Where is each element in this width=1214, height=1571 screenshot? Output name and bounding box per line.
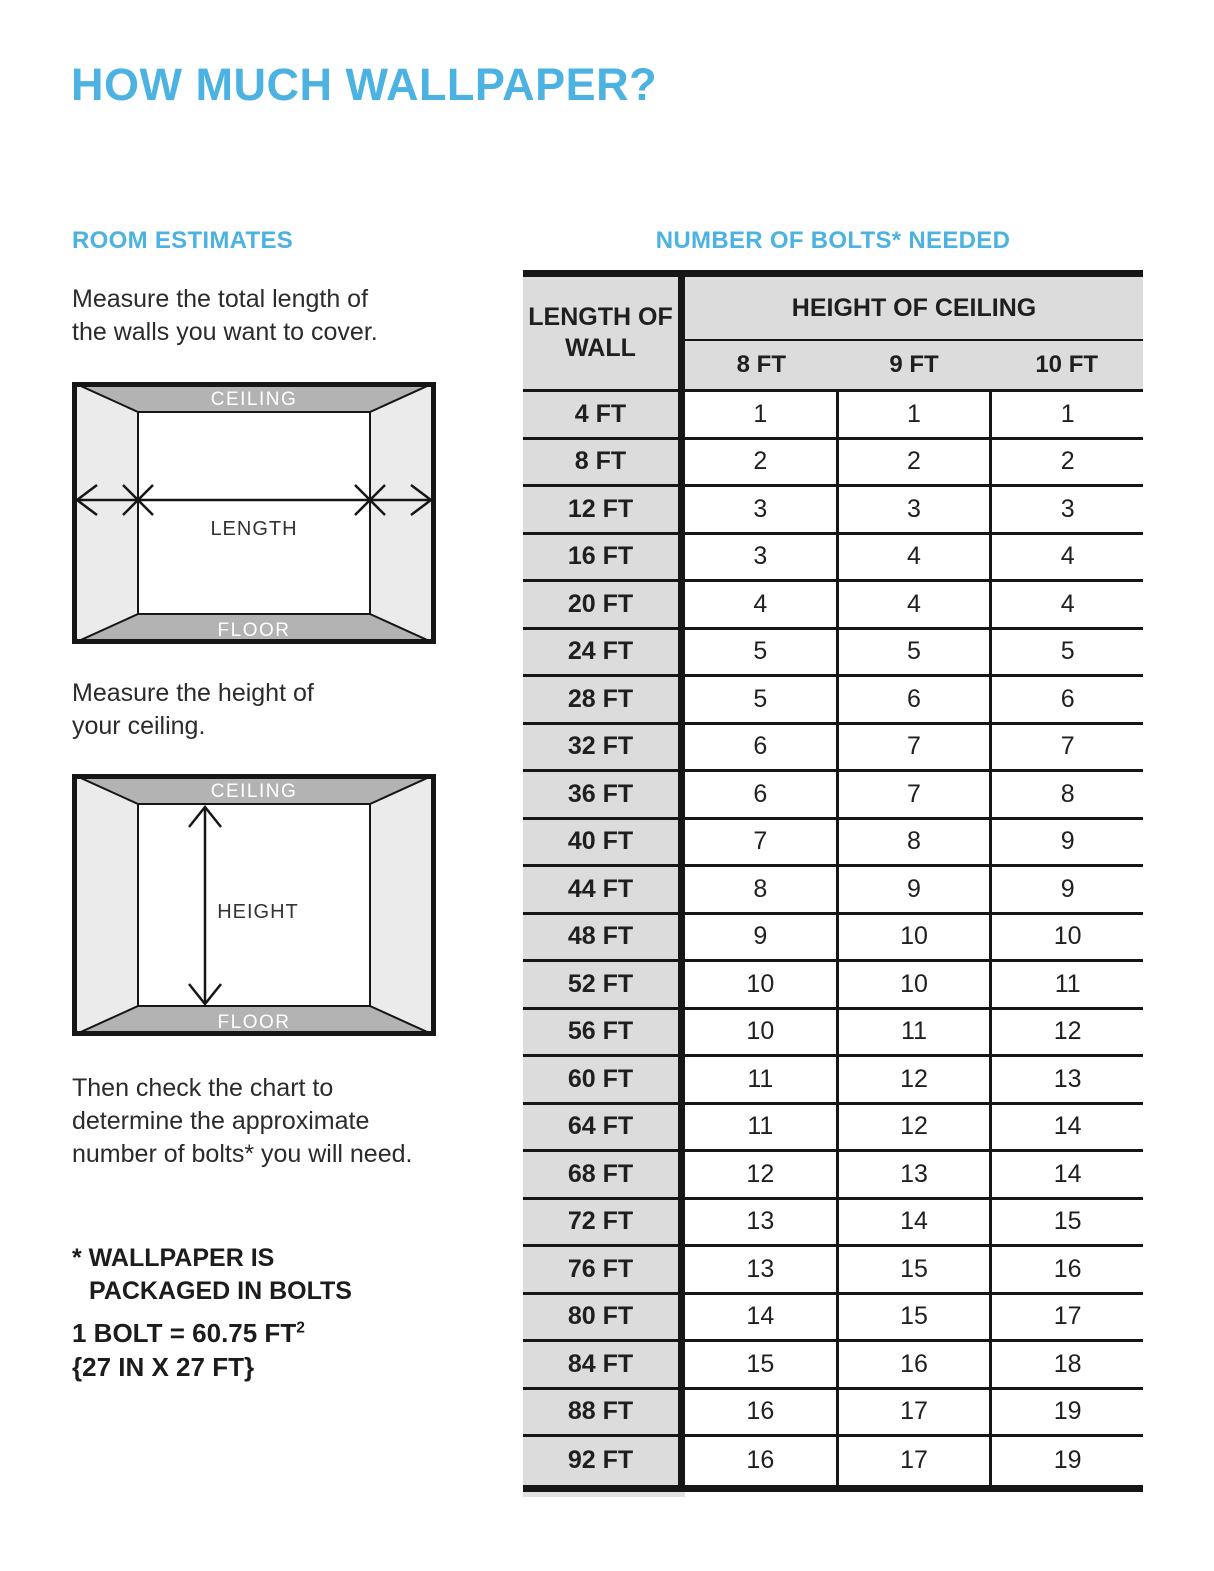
table-row [523,1437,1143,1485]
bolt-count-cell: 12 [836,1057,990,1102]
bolt-count-cell: 8 [685,867,836,912]
row-label-cell: 48 FT [523,915,685,960]
bolt-count-cell: 1 [989,392,1143,437]
table-row [523,1247,1143,1295]
row-label-cell: 20 FT [523,582,685,627]
table-row [523,1390,1143,1438]
bolt-count-cell: 16 [989,1247,1143,1292]
instruction-line: Measure the height of [72,679,314,707]
bolt-count-cell: 4 [836,535,990,580]
bolt-count-cell: 3 [836,487,990,532]
bolt-count-cell: 15 [836,1247,990,1292]
instruction-line: determine the approximate [72,1107,370,1135]
row-header-cell: LENGTH OF WALL [523,277,685,389]
bolt-equation-exponent: 2 [296,1319,305,1337]
row-label-cell: 32 FT [523,725,685,770]
bolt-count-cell: 10 [836,962,990,1007]
height-label: HEIGHT [217,901,299,923]
row-label-cell: 76 FT [523,1247,685,1292]
instruction-line: number of bolts* you will need. [72,1140,413,1168]
table-row [523,725,1143,773]
right-wall-panel [370,382,436,644]
bolt-count-cell: 2 [836,440,990,485]
bolt-count-cell: 3 [989,487,1143,532]
length-label: LENGTH [210,518,298,540]
table-top-border [523,270,1143,277]
bolt-count-cell: 3 [685,487,836,532]
bolt-count-cell: 1 [836,392,990,437]
row-label-cell: 44 FT [523,867,685,912]
bolt-count-cell: 11 [989,962,1143,1007]
bolt-count-cell: 10 [685,962,836,1007]
page-title: HOW MUCH WALLPAPER? [71,59,658,110]
bolt-count-cell: 14 [836,1200,990,1245]
room-estimates-heading: ROOM ESTIMATES [72,227,294,254]
bolt-count-cell: 17 [836,1437,990,1485]
bolt-count-cell: 12 [989,1010,1143,1055]
bolt-count-cell: 12 [836,1105,990,1150]
bolt-count-cell: 14 [989,1105,1143,1150]
table-row [523,867,1143,915]
column-group-header-cell: HEIGHT OF CEILING [685,277,1143,341]
bolt-count-cell: 11 [685,1105,836,1150]
table-shadow-strip [523,1492,685,1497]
back-wall-panel [138,412,370,614]
bolt-count-cell: 7 [685,820,836,865]
table-row [523,1010,1143,1058]
bolt-count-cell: 12 [685,1152,836,1197]
bolt-count-cell: 17 [989,1295,1143,1340]
right-wall-panel [370,774,436,1036]
table-row [523,820,1143,868]
table-row [523,440,1143,488]
bolt-count-cell: 9 [685,915,836,960]
instruction-line: Measure the total length of [72,285,369,313]
row-label-cell: 52 FT [523,962,685,1007]
bolts-table [523,270,1143,1497]
table-row [523,962,1143,1010]
floor-label: FLOOR [217,620,291,641]
footnote-line: PACKAGED IN BOLTS [89,1277,352,1305]
table-row [523,630,1143,678]
row-label-cell: 28 FT [523,677,685,722]
bolt-count-cell: 17 [836,1390,990,1435]
row-label-cell: 84 FT [523,1342,685,1387]
bolt-count-cell: 14 [989,1152,1143,1197]
row-label-cell: 72 FT [523,1200,685,1245]
bolt-count-cell: 4 [989,582,1143,627]
bolt-count-cell: 10 [989,915,1143,960]
column-header-cell: 9 FT [889,351,939,378]
table-row [523,487,1143,535]
table-bottom-border [523,1485,1143,1492]
column-header-cell: 10 FT [1035,351,1099,378]
table-row [523,1152,1143,1200]
column-header-cell: 8 FT [736,351,786,378]
row-label-cell: 8 FT [523,440,685,485]
bolt-count-cell: 7 [989,725,1143,770]
instruction-check-chart [72,1072,412,1171]
instruction-line: your ceiling. [72,712,206,740]
row-label-cell: 64 FT [523,1105,685,1150]
bolt-count-cell: 10 [836,915,990,960]
left-wall-panel [72,382,138,644]
row-label-cell: 40 FT [523,820,685,865]
ceiling-label: CEILING [210,781,298,802]
bolt-count-cell: 13 [685,1247,836,1292]
bolt-dimensions: {27 IN X 27 FT} [72,1352,255,1382]
instruction-line: Then check the chart to [72,1074,334,1102]
bolts-needed-heading: NUMBER OF BOLTS* NEEDED [655,227,1011,254]
bolt-count-cell: 9 [989,820,1143,865]
table-row [523,535,1143,583]
row-label-cell: 12 FT [523,487,685,532]
table-row [523,1057,1143,1105]
bolt-equation [72,1318,305,1349]
bolt-count-cell: 9 [989,867,1143,912]
bolt-count-cell: 1 [685,392,836,437]
table-row [523,772,1143,820]
bolt-count-cell: 5 [989,630,1143,675]
row-label-cell: 88 FT [523,1390,685,1435]
room-height-diagram [72,774,436,1036]
bolt-count-cell: 13 [685,1200,836,1245]
bolt-count-cell: 19 [989,1390,1143,1435]
table-row [523,582,1143,630]
bolt-count-cell: 15 [989,1200,1143,1245]
bolt-equation-text: 1 BOLT = 60.75 FT [72,1318,297,1348]
column-headers-row [685,341,1143,389]
bolt-count-cell: 6 [685,725,836,770]
instruction-measure-height [72,677,314,743]
ceiling-label: CEILING [210,389,298,410]
bolt-count-cell: 2 [685,440,836,485]
room-length-svg [72,382,436,644]
table-row [523,1342,1143,1390]
table-row [523,1200,1143,1248]
bolt-count-cell: 5 [685,677,836,722]
table-row [523,1295,1143,1343]
bolt-count-cell: 5 [836,630,990,675]
bolt-count-cell: 6 [836,677,990,722]
bolt-count-cell: 3 [685,535,836,580]
bolt-count-cell: 6 [685,772,836,817]
left-wall-panel [72,774,138,1036]
table-row [523,392,1143,440]
instruction-measure-length [72,283,378,349]
bolt-count-cell: 6 [989,677,1143,722]
room-length-diagram [72,382,436,644]
bolt-count-cell: 4 [685,582,836,627]
bolt-count-cell: 14 [685,1295,836,1340]
bolt-count-cell: 5 [685,630,836,675]
row-label-cell: 68 FT [523,1152,685,1197]
bolts-table-body [523,392,1143,1485]
row-label-cell: 4 FT [523,392,685,437]
bolt-count-cell: 11 [836,1010,990,1055]
bolt-count-cell: 16 [836,1342,990,1387]
table-header [523,277,1143,392]
row-label-cell: 24 FT [523,630,685,675]
table-row [523,677,1143,725]
bolt-count-cell: 11 [685,1057,836,1102]
bolt-count-cell: 15 [685,1342,836,1387]
bolt-count-cell: 7 [836,725,990,770]
bolt-count-cell: 15 [836,1295,990,1340]
row-label-cell: 16 FT [523,535,685,580]
row-label-cell: 60 FT [523,1057,685,1102]
bolt-count-cell: 16 [685,1390,836,1435]
table-row [523,915,1143,963]
bolt-count-cell: 9 [836,867,990,912]
row-label-cell: 92 FT [523,1437,685,1485]
table-row [523,1105,1143,1153]
bolt-count-cell: 8 [989,772,1143,817]
bolt-count-cell: 8 [836,820,990,865]
column-header-group [685,277,1143,389]
bolt-count-cell: 16 [685,1437,836,1485]
row-label-cell: 56 FT [523,1010,685,1055]
bolt-count-cell: 13 [836,1152,990,1197]
room-height-svg [72,774,436,1036]
bolt-count-cell: 4 [989,535,1143,580]
bolt-count-cell: 19 [989,1437,1143,1485]
bolt-count-cell: 2 [989,440,1143,485]
bolts-footnote [72,1242,352,1308]
bolt-count-cell: 13 [989,1057,1143,1102]
footnote-line: * WALLPAPER IS [72,1244,275,1272]
bolt-count-cell: 10 [685,1010,836,1055]
bolt-count-cell: 18 [989,1342,1143,1387]
bolt-count-cell: 4 [836,582,990,627]
row-label-cell: 36 FT [523,772,685,817]
bolt-count-cell: 7 [836,772,990,817]
instruction-line: the walls you want to cover. [72,318,378,346]
row-label-cell: 80 FT [523,1295,685,1340]
floor-label: FLOOR [217,1012,291,1033]
